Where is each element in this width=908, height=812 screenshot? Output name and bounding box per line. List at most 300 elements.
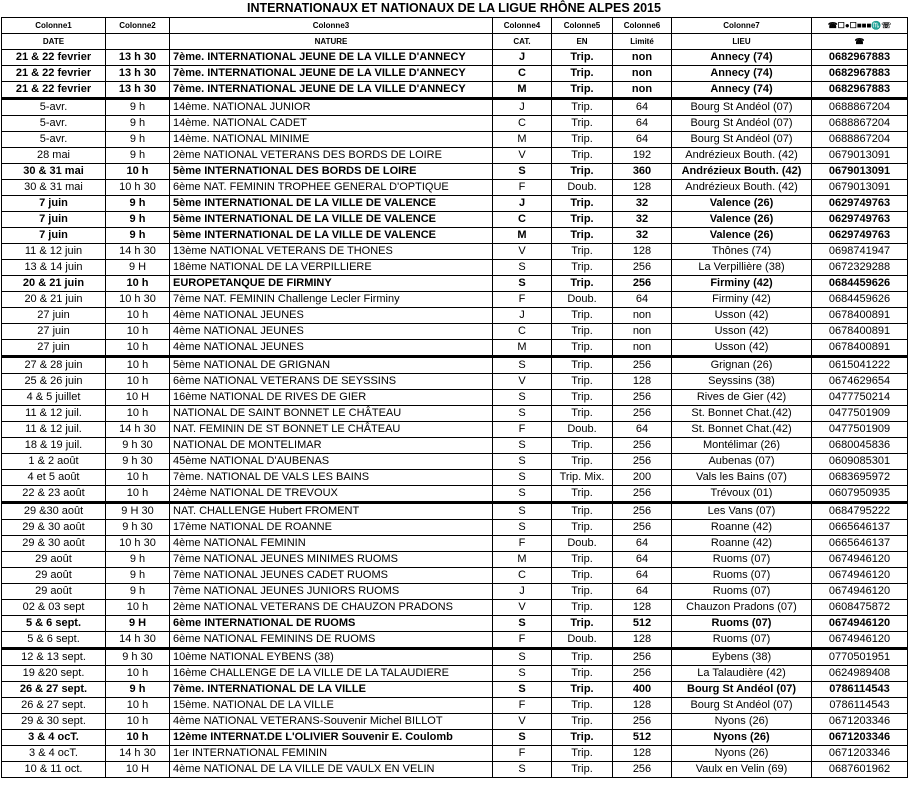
cell-date: 5 & 6 sept. — [2, 632, 106, 649]
table-row — [2, 180, 908, 196]
column-header: Colonne2 — [106, 18, 170, 34]
cell-time: 9 h — [106, 148, 170, 164]
cell-format: Trip. — [552, 164, 613, 180]
cell-time: 10 h — [106, 600, 170, 616]
table-row — [2, 454, 908, 470]
table-row — [2, 196, 908, 212]
cell-phone: 0477501909 — [812, 406, 908, 422]
cell-place: Vaulx en Velin (69) — [672, 762, 812, 778]
cell-phone: 0698741947 — [812, 244, 908, 260]
cell-date: 5-avr. — [2, 116, 106, 132]
cell-phone: 0629749763 — [812, 212, 908, 228]
cell-limit: 64 — [613, 99, 672, 116]
cell-format: Trip. — [552, 132, 613, 148]
cell-format: Trip. — [552, 438, 613, 454]
cell-phone: 0607950935 — [812, 486, 908, 503]
table-row — [2, 649, 908, 666]
cell-format: Trip. — [552, 260, 613, 276]
cell-format: Trip. — [552, 196, 613, 212]
cell-date: 27 juin — [2, 340, 106, 357]
cell-time: 9 h — [106, 99, 170, 116]
cell-limit: 256 — [613, 762, 672, 778]
cell-phone: 0674946120 — [812, 616, 908, 632]
cell-phone: 0674629654 — [812, 374, 908, 390]
cell-place: Grignan (26) — [672, 357, 812, 374]
cell-time: 10 h — [106, 340, 170, 357]
cell-limit: 64 — [613, 584, 672, 600]
phone-icon: ☎ — [812, 34, 908, 50]
cell-place: Firminy (42) — [672, 276, 812, 292]
cell-category: S — [493, 649, 552, 666]
cell-limit: 256 — [613, 649, 672, 666]
cell-nature: 7ème. INTERNATIONAL JEUNE DE LA VILLE D'ANNECY — [170, 50, 493, 66]
table-row — [2, 666, 908, 682]
cell-limit: 360 — [613, 164, 672, 180]
cell-place: Ruoms (07) — [672, 584, 812, 600]
cell-limit: 64 — [613, 132, 672, 148]
cell-nature: NAT. CHALLENGE Hubert FROMENT — [170, 503, 493, 520]
cell-phone: 0629749763 — [812, 228, 908, 244]
table-row — [2, 470, 908, 486]
table-row — [2, 536, 908, 552]
table-row — [2, 308, 908, 324]
cell-phone: 0629749763 — [812, 196, 908, 212]
cell-place: Bourg St Andéol (07) — [672, 132, 812, 148]
cell-limit: 192 — [613, 148, 672, 164]
cell-category: F — [493, 536, 552, 552]
cell-category: S — [493, 164, 552, 180]
table-row — [2, 632, 908, 649]
sub-header-nature: NATURE — [170, 34, 493, 50]
cell-category: S — [493, 438, 552, 454]
cell-time: 9 H — [106, 260, 170, 276]
cell-date: 7 juin — [2, 228, 106, 244]
cell-phone: 0678400891 — [812, 308, 908, 324]
cell-format: Trip. — [552, 82, 613, 99]
cell-time: 14 h 30 — [106, 422, 170, 438]
cell-nature: 7ème. INTERNATIONAL JEUNE DE LA VILLE D'ANNECY — [170, 66, 493, 82]
cell-limit: 64 — [613, 116, 672, 132]
cell-phone: 0682967883 — [812, 82, 908, 99]
cell-date: 3 & 4 ocT. — [2, 746, 106, 762]
cell-format: Trip. — [552, 520, 613, 536]
cell-limit: 128 — [613, 374, 672, 390]
cell-place: La Talaudière (42) — [672, 666, 812, 682]
cell-date: 5 & 6 sept. — [2, 616, 106, 632]
cell-nature: 4ème NATIONAL VETERANS-Souvenir Michel BILLOT — [170, 714, 493, 730]
column-header: Colonne7 — [672, 18, 812, 34]
cell-time: 10 h — [106, 374, 170, 390]
cell-place: Valence (26) — [672, 228, 812, 244]
cell-date: 27 juin — [2, 324, 106, 340]
cell-category: M — [493, 552, 552, 568]
cell-date: 27 & 28 juin — [2, 357, 106, 374]
cell-nature: 7ème NATIONAL JEUNES CADET RUOMS — [170, 568, 493, 584]
cell-category: F — [493, 292, 552, 308]
cell-limit: 256 — [613, 276, 672, 292]
cell-limit: non — [613, 66, 672, 82]
cell-limit: 256 — [613, 357, 672, 374]
cell-place: Nyons (26) — [672, 746, 812, 762]
cell-time: 9 h 30 — [106, 520, 170, 536]
cell-limit: non — [613, 82, 672, 99]
cell-format: Doub. — [552, 180, 613, 196]
cell-category: S — [493, 616, 552, 632]
cell-format: Trip. — [552, 374, 613, 390]
cell-place: Rives de Gier (42) — [672, 390, 812, 406]
cell-phone: 0679013091 — [812, 180, 908, 196]
cell-time: 10 H — [106, 762, 170, 778]
cell-place: Bourg St Andéol (07) — [672, 682, 812, 698]
cell-nature: 7ème NATIONAL JEUNES JUNIORS RUOMS — [170, 584, 493, 600]
cell-nature: 1er INTERNATIONAL FEMININ — [170, 746, 493, 762]
cell-place: La Verpillière (38) — [672, 260, 812, 276]
cell-nature: 12ème INTERNAT.DE L'OLIVIER Souvenir E. Coulomb — [170, 730, 493, 746]
cell-time: 13 h 30 — [106, 66, 170, 82]
cell-nature: 7ème. NATIONAL DE VALS LES BAINS — [170, 470, 493, 486]
cell-category: S — [493, 276, 552, 292]
cell-category: J — [493, 308, 552, 324]
cell-phone: 0786114543 — [812, 698, 908, 714]
cell-category: V — [493, 714, 552, 730]
cell-time: 10 h — [106, 357, 170, 374]
cell-date: 19 &20 sept. — [2, 666, 106, 682]
table-row — [2, 132, 908, 148]
cell-format: Trip. — [552, 568, 613, 584]
cell-format: Trip. — [552, 666, 613, 682]
cell-nature: 5ème INTERNATIONAL DES BORDS DE LOIRE — [170, 164, 493, 180]
cell-limit: 64 — [613, 568, 672, 584]
cell-date: 5-avr. — [2, 132, 106, 148]
cell-category: S — [493, 390, 552, 406]
column-header: Colonne3 — [170, 18, 493, 34]
cell-date: 02 & 03 sept — [2, 600, 106, 616]
cell-date: 18 & 19 juil. — [2, 438, 106, 454]
cell-format: Trip. — [552, 600, 613, 616]
cell-phone: 0624989408 — [812, 666, 908, 682]
cell-format: Trip. — [552, 503, 613, 520]
table-row — [2, 406, 908, 422]
cell-date: 10 & 11 oct. — [2, 762, 106, 778]
cell-nature: 4ème NATIONAL FEMININ — [170, 536, 493, 552]
cell-limit: 256 — [613, 714, 672, 730]
cell-time: 10 h 30 — [106, 536, 170, 552]
cell-nature: 5ème INTERNATIONAL DE LA VILLE DE VALENCE — [170, 228, 493, 244]
cell-date: 11 & 12 juil. — [2, 422, 106, 438]
table-row — [2, 568, 908, 584]
cell-format: Doub. — [552, 422, 613, 438]
cell-time: 13 h 30 — [106, 50, 170, 66]
cell-time: 9 h — [106, 228, 170, 244]
cell-time: 9 h — [106, 132, 170, 148]
cell-nature: 15ème. NATIONAL DE LA VILLE — [170, 698, 493, 714]
table-row — [2, 374, 908, 390]
cell-nature: 7ème NAT. FEMININ Challenge Lecler Firminy — [170, 292, 493, 308]
sub-header-date: DATE — [2, 34, 106, 50]
cell-time: 10 h — [106, 276, 170, 292]
cell-format: Trip. — [552, 730, 613, 746]
cell-date: 11 & 12 juil. — [2, 406, 106, 422]
cell-nature: 7ème NATIONAL JEUNES MINIMES RUOMS — [170, 552, 493, 568]
cell-phone: 0609085301 — [812, 454, 908, 470]
cell-date: 27 juin — [2, 308, 106, 324]
cell-date: 12 & 13 sept. — [2, 649, 106, 666]
cell-phone: 0682967883 — [812, 66, 908, 82]
cell-category: V — [493, 374, 552, 390]
cell-format: Doub. — [552, 632, 613, 649]
cell-limit: 512 — [613, 730, 672, 746]
sub-header-place: LIEU — [672, 34, 812, 50]
cell-format: Trip. — [552, 486, 613, 503]
cell-time: 9 h 30 — [106, 438, 170, 454]
cell-format: Trip. — [552, 584, 613, 600]
cell-category: F — [493, 180, 552, 196]
cell-nature: 7ème. INTERNATIONAL JEUNE DE LA VILLE D'ANNECY — [170, 82, 493, 99]
cell-time: 14 h 30 — [106, 746, 170, 762]
cell-date: 25 & 26 juin — [2, 374, 106, 390]
cell-place: Eybens (38) — [672, 649, 812, 666]
cell-phone: 0687601962 — [812, 762, 908, 778]
cell-category: C — [493, 66, 552, 82]
cell-date: 7 juin — [2, 196, 106, 212]
cell-phone: 0615041222 — [812, 357, 908, 374]
cell-category: M — [493, 340, 552, 357]
cell-time: 9 h 30 — [106, 649, 170, 666]
table-row — [2, 50, 908, 66]
cell-category: S — [493, 762, 552, 778]
column-header: ☎☐●☐■■■♏☏ — [812, 18, 908, 34]
cell-phone: 0679013091 — [812, 148, 908, 164]
cell-place: Nyons (26) — [672, 730, 812, 746]
cell-nature: 5ème NATIONAL DE GRIGNAN — [170, 357, 493, 374]
cell-category: F — [493, 746, 552, 762]
cell-category: J — [493, 99, 552, 116]
cell-category: S — [493, 486, 552, 503]
cell-limit: 256 — [613, 520, 672, 536]
cell-phone: 0688867204 — [812, 99, 908, 116]
cell-limit: 256 — [613, 390, 672, 406]
cell-place: Ruoms (07) — [672, 616, 812, 632]
cell-date: 21 & 22 fevrier — [2, 50, 106, 66]
cell-phone: 0665646137 — [812, 520, 908, 536]
cell-format: Trip. — [552, 390, 613, 406]
cell-nature: 5ème INTERNATIONAL DE LA VILLE DE VALENCE — [170, 196, 493, 212]
column-header: Colonne6 — [613, 18, 672, 34]
cell-limit: 256 — [613, 666, 672, 682]
cell-date: 30 & 31 mai — [2, 180, 106, 196]
cell-nature: 10ème NATIONAL EYBENS (38) — [170, 649, 493, 666]
cell-place: Seyssins (38) — [672, 374, 812, 390]
cell-phone: 0671203346 — [812, 746, 908, 762]
cell-phone: 0671203346 — [812, 714, 908, 730]
cell-limit: 32 — [613, 196, 672, 212]
sub-header-format: EN — [552, 34, 613, 50]
cell-format: Trip. — [552, 308, 613, 324]
cell-date: 28 mai — [2, 148, 106, 164]
table-row — [2, 746, 908, 762]
cell-place: Andrézieux Bouth. (42) — [672, 180, 812, 196]
cell-time: 10 h — [106, 486, 170, 503]
cell-phone: 0608475872 — [812, 600, 908, 616]
cell-date: 20 & 21 juin — [2, 276, 106, 292]
cell-place: Bourg St Andéol (07) — [672, 116, 812, 132]
table-row — [2, 698, 908, 714]
cell-format: Trip. — [552, 714, 613, 730]
cell-format: Trip. — [552, 66, 613, 82]
table-row — [2, 682, 908, 698]
table-row — [2, 552, 908, 568]
cell-phone: 0674946120 — [812, 552, 908, 568]
cell-nature: NATIONAL DE SAINT BONNET LE CHÂTEAU — [170, 406, 493, 422]
cell-time: 9 h — [106, 212, 170, 228]
cell-time: 10 h — [106, 308, 170, 324]
cell-format: Trip. — [552, 454, 613, 470]
cell-time: 10 h — [106, 698, 170, 714]
cell-phone: 0477750214 — [812, 390, 908, 406]
cell-limit: 64 — [613, 552, 672, 568]
cell-time: 13 h 30 — [106, 82, 170, 99]
table-row — [2, 66, 908, 82]
table-row — [2, 730, 908, 746]
cell-category: S — [493, 260, 552, 276]
cell-format: Trip. — [552, 406, 613, 422]
cell-limit: 256 — [613, 406, 672, 422]
cell-category: S — [493, 666, 552, 682]
cell-category: J — [493, 50, 552, 66]
cell-phone: 0477501909 — [812, 422, 908, 438]
cell-time: 10 h 30 — [106, 180, 170, 196]
cell-category: S — [493, 520, 552, 536]
cell-time: 10 h — [106, 164, 170, 180]
cell-date: 3 & 4 ocT. — [2, 730, 106, 746]
cell-date: 29 août — [2, 584, 106, 600]
page-title: INTERNATIONAUX ET NATIONAUX DE LA LIGUE RHÔNE ALPES 2015 — [247, 1, 661, 15]
cell-place: Annecy (74) — [672, 66, 812, 82]
cell-phone: 0672329288 — [812, 260, 908, 276]
cell-format: Trip. — [552, 276, 613, 292]
cell-place: Firminy (42) — [672, 292, 812, 308]
cell-format: Trip. — [552, 698, 613, 714]
table-row — [2, 212, 908, 228]
cell-category: C — [493, 116, 552, 132]
cell-limit: 256 — [613, 503, 672, 520]
cell-category: S — [493, 406, 552, 422]
cell-place: Ruoms (07) — [672, 632, 812, 649]
cell-category: F — [493, 422, 552, 438]
cell-category: J — [493, 584, 552, 600]
cell-date: 21 & 22 fevrier — [2, 66, 106, 82]
cell-category: C — [493, 212, 552, 228]
cell-phone: 0674946120 — [812, 584, 908, 600]
table-row — [2, 390, 908, 406]
cell-category: J — [493, 196, 552, 212]
cell-nature: 14ème. NATIONAL CADET — [170, 116, 493, 132]
cell-phone: 0688867204 — [812, 116, 908, 132]
cell-place: Aubenas (07) — [672, 454, 812, 470]
cell-time: 9 H — [106, 616, 170, 632]
cell-place: Les Vans (07) — [672, 503, 812, 520]
cell-nature: 2ème NATIONAL VETERANS DES BORDS DE LOIRE — [170, 148, 493, 164]
cell-phone: 0674946120 — [812, 632, 908, 649]
cell-place: Roanne (42) — [672, 520, 812, 536]
cell-category: S — [493, 454, 552, 470]
cell-category: S — [493, 470, 552, 486]
table-row — [2, 714, 908, 730]
cell-phone: 0770501951 — [812, 649, 908, 666]
cell-phone: 0679013091 — [812, 164, 908, 180]
cell-limit: 256 — [613, 438, 672, 454]
cell-time: 14 h 30 — [106, 632, 170, 649]
cell-time: 9 H 30 — [106, 503, 170, 520]
table-row — [2, 292, 908, 308]
cell-date: 13 & 14 juin — [2, 260, 106, 276]
table-row — [2, 762, 908, 778]
cell-category: M — [493, 82, 552, 99]
cell-category: V — [493, 244, 552, 260]
cell-limit: 128 — [613, 698, 672, 714]
cell-time: 10 h — [106, 714, 170, 730]
events-table — [1, 17, 908, 778]
cell-date: 29 & 30 août — [2, 536, 106, 552]
cell-place: Chauzon Pradons (07) — [672, 600, 812, 616]
cell-limit: non — [613, 50, 672, 66]
cell-time: 10 h — [106, 406, 170, 422]
cell-time: 9 h — [106, 196, 170, 212]
cell-time: 10 h 30 — [106, 292, 170, 308]
cell-limit: 32 — [613, 228, 672, 244]
cell-category: M — [493, 228, 552, 244]
cell-nature: EUROPETANQUE DE FIRMINY — [170, 276, 493, 292]
column-header: Colonne4 — [493, 18, 552, 34]
cell-format: Doub. — [552, 536, 613, 552]
cell-place: Bourg St Andéol (07) — [672, 698, 812, 714]
cell-place: Roanne (42) — [672, 536, 812, 552]
cell-limit: 256 — [613, 486, 672, 503]
cell-place: Vals les Bains (07) — [672, 470, 812, 486]
table-row — [2, 600, 908, 616]
table-row — [2, 340, 908, 357]
cell-limit: 400 — [613, 682, 672, 698]
cell-nature: 6ème NATIONAL FEMININS DE RUOMS — [170, 632, 493, 649]
cell-nature: 18ème NATIONAL DE LA VERPILLIERE — [170, 260, 493, 276]
table-row — [2, 99, 908, 116]
cell-place: St. Bonnet Chat.(42) — [672, 422, 812, 438]
cell-place: Annecy (74) — [672, 50, 812, 66]
cell-category: V — [493, 600, 552, 616]
cell-nature: 6ème INTERNATIONAL DE RUOMS — [170, 616, 493, 632]
sub-header-row — [2, 34, 908, 50]
cell-format: Trip. — [552, 649, 613, 666]
column-header: Colonne1 — [2, 18, 106, 34]
cell-format: Trip. — [552, 50, 613, 66]
cell-category: S — [493, 357, 552, 374]
table-row — [2, 148, 908, 164]
cell-nature: 6ème NATIONAL VETERANS DE SEYSSINS — [170, 374, 493, 390]
cell-phone: 0665646137 — [812, 536, 908, 552]
table-row — [2, 520, 908, 536]
table-row — [2, 164, 908, 180]
cell-phone: 0678400891 — [812, 340, 908, 357]
cell-phone: 0682967883 — [812, 50, 908, 66]
cell-place: Trévoux (01) — [672, 486, 812, 503]
cell-date: 26 & 27 sept. — [2, 698, 106, 714]
cell-place: Andrézieux Bouth. (42) — [672, 148, 812, 164]
cell-nature: 24ème NATIONAL DE TREVOUX — [170, 486, 493, 503]
cell-category: S — [493, 503, 552, 520]
cell-place: St. Bonnet Chat.(42) — [672, 406, 812, 422]
cell-place: Montélimar (26) — [672, 438, 812, 454]
cell-date: 29 & 30 sept. — [2, 714, 106, 730]
